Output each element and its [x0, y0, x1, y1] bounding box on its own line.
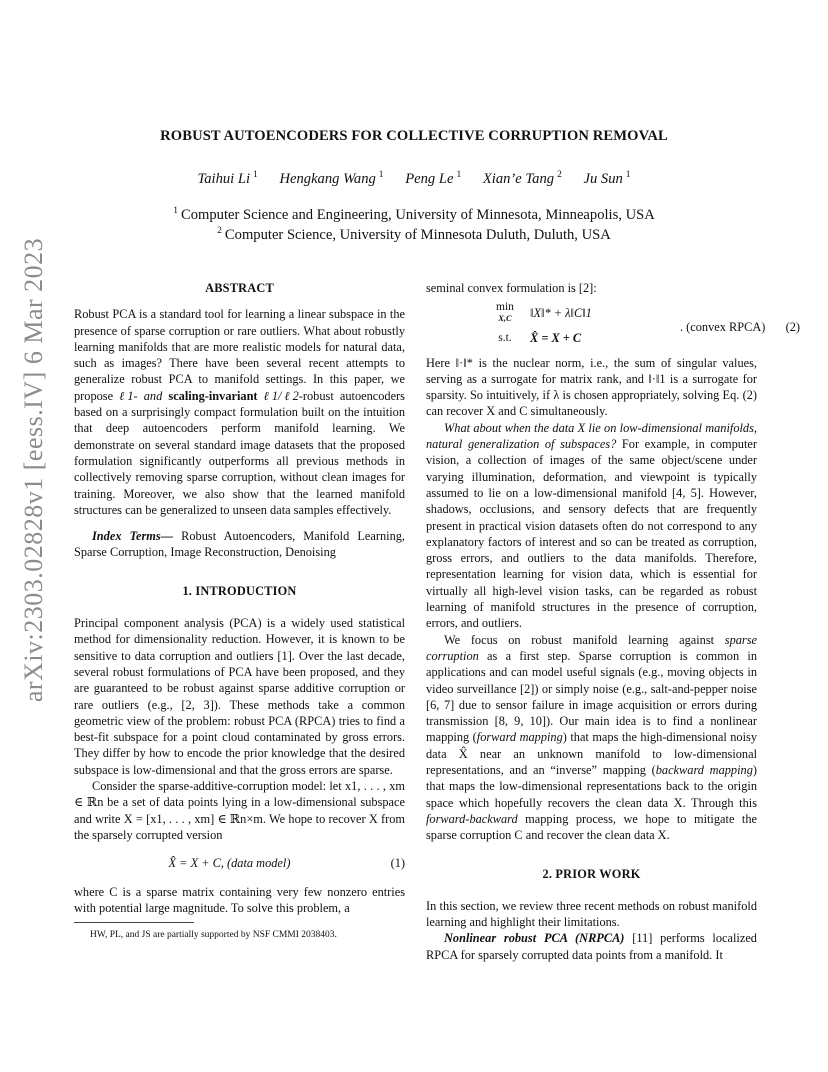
p3-italic-4: forward-backward — [426, 811, 518, 826]
abstract-l1-term: ℓ1- and — [119, 388, 169, 403]
equation-2-label: . (convex RPCA) — [680, 320, 766, 335]
p3-text-c: ) that maps the high-dimensional noisy data X̂ near an unknown manifold to low-dimensional representations, and an “inverse” mapping ( — [426, 730, 757, 778]
affiliation-text: Computer Science, University of Minnesota Duluth, Duluth, USA — [224, 226, 611, 243]
equation-2-min-label: min — [496, 301, 514, 314]
p3-text-e: mapping process, we hope to mitigate the sparse corruption C and recover the clean data X. — [426, 811, 757, 843]
p3-italic-3: backward mapping — [655, 763, 753, 778]
author-list — [0, 170, 828, 188]
footnote-rule — [74, 922, 194, 923]
author-affiliation-mark: 2 — [557, 170, 562, 180]
p3-text-b: as a first step. Sparse corruption is common in applications and can model useful signals (e.g., moving objects in video surveillance [2]) or simply noise (e.g., salt-and-pepper noise [6, 7] due to sensor failure in image acquisition or errors during transmission [8, 9, 10]). Our main idea is to find a nonlinear mapping ( — [426, 648, 757, 745]
p3-text-a: We focus on robust manifold learning against — [444, 632, 725, 647]
right-column — [426, 280, 800, 963]
equation-1-body: X̂ = X + C, (data model) — [168, 856, 291, 871]
author-name: Ju Sun — [583, 170, 623, 187]
footnote: HW, PL, and JS are partially supported by NSF CMMI 2038403. — [90, 930, 337, 941]
abstract-paragraph — [74, 306, 405, 518]
right-paragraph-3 — [426, 632, 757, 844]
author-name: Peng Le — [405, 170, 454, 187]
prior-work-heading: 2. PRIOR WORK — [542, 866, 641, 881]
right-paragraph-2 — [426, 420, 757, 632]
abstract-text-rest: robust autoencoders based on a surprisingly compact formulation built on the intuition that deep autoencoders perform manifold learning. We demonstrate on several standard image datasets that the proposed formulation significantly outperforms all previous methods in collectively removing sparse corruption, without clean images for training. Moreover, we also show that the learned manifold structures can be generalized to unseen data samples effectively. — [74, 388, 405, 517]
affiliation-mark: 2 — [217, 226, 222, 236]
abstract-text: Robust PCA is a standard tool for learning a linear subspace in the presence of sparse corruption or rare outliers. What about robustly learning manifolds that are more realistic models for natural data, such as images? There have been several recent attempts to generalize robust PCA to manifold settings. In this paper, we propose — [74, 307, 405, 403]
introduction-heading: 1. INTRODUCTION — [182, 583, 297, 598]
paper-title: ROBUST AUTOENCODERS FOR COLLECTIVE CORRUPTION REMOVAL — [160, 128, 668, 144]
equation-1 — [74, 855, 405, 871]
index-terms-text: Robust Autoencoders, Manifold Learning, Sparse Corruption, Image Reconstruction, Denoising — [74, 529, 405, 560]
equation-2-constraint: X̂ = X + C — [530, 331, 582, 346]
author-4 — [483, 171, 562, 187]
equation-2-number: (2) — [785, 320, 800, 335]
right-paragraph-2-question: What about when the data X lie on low-dimensional manifolds, natural generalization of subspaces? — [426, 420, 757, 452]
affiliation-text: Computer Science and Engineering, University of Minnesota, Minneapolis, USA — [180, 206, 655, 223]
index-terms-label: Index Terms— — [92, 529, 174, 544]
affiliation-2 — [0, 226, 828, 244]
abstract-bold-term: scaling-invariant — [168, 388, 258, 403]
author-affiliation-mark: 1 — [456, 170, 462, 180]
author-affiliation-mark: 1 — [253, 170, 258, 180]
equation-2-objective: ‖X‖* + λ‖C‖1 — [530, 306, 592, 321]
equation-2-min — [480, 302, 530, 324]
author-3 — [405, 171, 461, 187]
author-affiliation-mark: 1 — [625, 170, 631, 180]
left-column — [74, 280, 405, 941]
abstract-l1l2-term: ℓ1/ℓ2- — [257, 388, 303, 403]
affiliation-1 — [0, 206, 828, 224]
right-paragraph-5 — [426, 930, 757, 963]
right-paragraph-5-text: [11] performs localized RPCA for sparsely corrupted data points from a manifold. It — [426, 931, 757, 962]
author-affiliation-mark: 1 — [378, 170, 384, 180]
arxiv-identifier-text: arXiv:2303.02828v1 [eess.IV] 6 Mar 2023 — [19, 237, 48, 703]
arxiv-identifier-stamp — [16, 237, 52, 703]
author-1 — [197, 171, 257, 187]
equation-2-min-subscript: X,C — [498, 313, 512, 324]
equation-1-number: (1) — [390, 856, 405, 871]
p3-text-d: ) that maps the low-dimensional representations back to the origin space which hopefully recovers the clean data X. Through this — [426, 763, 757, 810]
p3-italic-2: forward mapping — [476, 730, 563, 745]
nrpca-term: Nonlinear robust PCA (NRPCA) — [444, 931, 625, 946]
intro-paragraph-3: where C is a sparse matrix containing very few nonzero entries with potential large magnitude. To solve this problem, a — [74, 884, 405, 915]
author-name: Xian’e Tang — [482, 170, 555, 187]
equation-2-st: s.t. — [498, 331, 512, 344]
author-name: Taihui Li — [197, 170, 251, 187]
affiliation-mark: 1 — [173, 206, 178, 216]
equation-2 — [480, 301, 800, 346]
author-5 — [583, 171, 630, 187]
right-paragraph-4: In this section, we review three recent methods on robust manifold learning and highlight their limitations. — [426, 898, 757, 930]
author-name: Hengkang Wang — [279, 170, 376, 187]
author-2 — [279, 171, 383, 187]
right-paragraph-2-text: For example, in computer vision, a collection of images of the same object/scene under varying illumination, deformation, and viewpoint is typically assumed to lie on a low-dimensional manifold [4, 5]. However, shadows, occlusions, and sensory defects that are frequently present in practical vision datasets often do not correspond to any explanatory factors of interest and so can be treated as corruption, gross errors, and outliers to the data manifolds. Therefore, representation learning for vision data, which is essential for virtually all high-level vision tasks, can be regarded as robust learning of manifold structures in the presence of corruption, errors, and outliers. — [426, 437, 757, 631]
p3-italic-1: sparse corruption — [426, 632, 757, 663]
right-paragraph-0: seminal convex formulation is [2]: — [426, 281, 597, 295]
intro-paragraph-2: Consider the sparse-additive-corruption model: let x1, . . . , xm ∈ ℝn be a set of data points lying in a low-dimensional subspace and write X = [x1, . . . , xm] ∈ ℝn×m. We hope to recover X from the sparsely corrupted version — [74, 779, 405, 842]
index-terms — [74, 528, 405, 561]
abstract-heading: ABSTRACT — [205, 281, 274, 295]
intro-paragraph-1: Principal component analysis (PCA) is a widely used statistical method for dimensionality reduction. However, it is known to be sensitive to data corruption and outliers [1]. Over the last decade, several robust formulations of PCA have been proposed, and they are guaranteed to be robust against sparse additive corruption or rare outliers (e.g., [2, 3]). These methods take a common geometric view of the problem: robust PCA (RPCA) tries to find a best-fit subspace for a point cloud contaminated by gross errors. They differ by how to encode the prior knowledge that the desired subspace is low-dimensional and that the gross errors are sparse. — [74, 616, 405, 777]
right-paragraph-1: Here ‖·‖* is the nuclear norm, i.e., the sum of singular values, serving as a surrogate for matrix rank, and ‖·‖1 is a surrogate for sparsity. So intuitively, if λ is chosen appropriately, solving Eq. (2) can recover X and C simultaneously. — [426, 355, 757, 419]
